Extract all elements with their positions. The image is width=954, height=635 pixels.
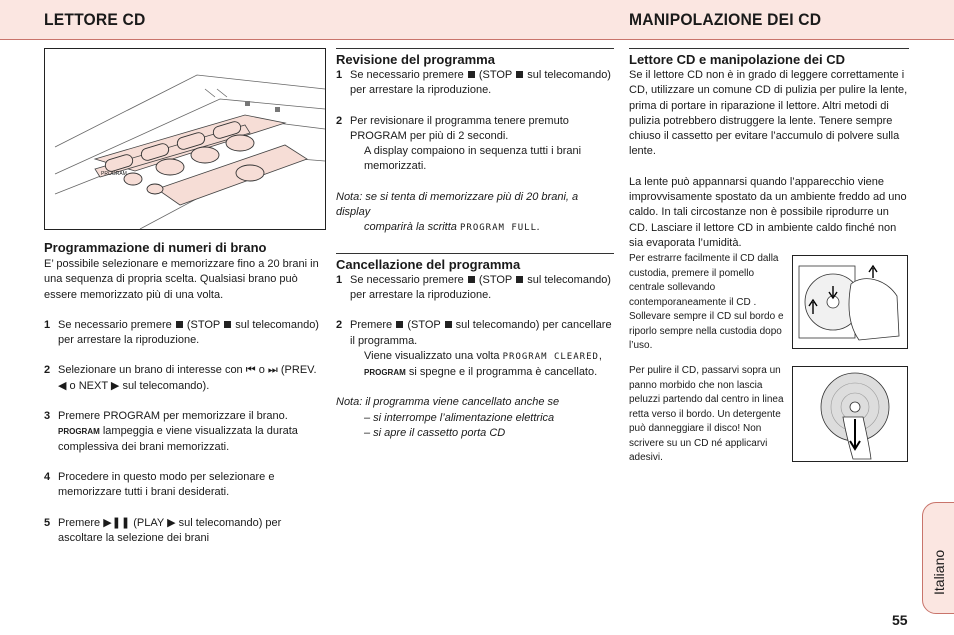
clean-cd-illustration — [792, 366, 908, 462]
left-column — [44, 240, 324, 546]
prev-icon: ⏮ — [245, 364, 256, 377]
stop-icon — [176, 321, 183, 328]
cd-player-illustration — [44, 48, 326, 230]
intro-paragraph: E’ possibile selezionare e memorizzare fino a 20 brani in una sequenza di propria scelta. Qualsiasi brano può essere memorizzato più di una volta. — [44, 258, 319, 301]
stop-icon — [516, 71, 523, 78]
stop-icon — [445, 321, 452, 328]
note-full: Nota: se si tenta di memorizzare più di 20 brani, a display comparirà la scritta PROGRAM FULL. — [336, 190, 579, 234]
play-icon: ▶ — [167, 516, 176, 529]
paragraph-condensation: La lente può appannarsi quando l’apparecchio viene improvvisamente spostato da un ambiente freddo ad uno caldo. In tali circostanze non è possibile riprodurre un CD. Lasciare il lettore CD in ambiente caldo finché non sia evaporata l’umidità. — [629, 175, 907, 249]
prev-arrow-icon: ◀ — [58, 379, 67, 392]
list-item: 4 Procedere in questo modo per selezionare e memorizzare tutti i brani desiderati. — [44, 470, 275, 499]
right-column — [629, 48, 909, 251]
list-item: 5 Premere ▶❚❚ (PLAY ▶ sul telecomando) per ascoltare la selezione dei brani — [44, 516, 282, 544]
stop-icon — [516, 276, 523, 283]
caption-clean-cd: Per pulire il CD, passarvi sopra un panno morbido che non lascia peluzzi partendo dal centro in linea retta verso il bordo. Un detergente può danneggiare il disco! Non scrivere su un CD né applicarvi adesivi. — [629, 365, 784, 463]
list-item: 2 Premere (STOP sul telecomando) per cancellare il programma. Viene visualizzato una volta PROGRAM CLEARED, PROGRAM si spegne e il programma è cancellato. — [336, 319, 612, 379]
list-item: 1 Se necessario premere (STOP sul telecomando) per arrestare la riproduzione. — [44, 318, 319, 347]
cd-player-drawing — [45, 49, 325, 229]
stop-icon — [224, 321, 231, 328]
list-item: 1 Se necessario premere (STOP sul telecomando) per arrestare la riproduzione. — [336, 273, 611, 301]
right-page-title: MANIPOLAZIONE DEI CD — [629, 10, 822, 29]
section-title-programming: Programmazione di numeri di brano — [44, 240, 267, 255]
program-label: PROGRAM — [101, 171, 127, 177]
left-page-title: LETTORE CD — [44, 10, 146, 29]
section-title-cancel: Cancellazione del programma — [336, 253, 614, 273]
page-number: 55 — [892, 612, 908, 628]
list-item: 3 Premere PROGRAM per memorizzare il brano. PROGRAM lampeggia e viene visualizzata la durata complessiva dei brani memorizzati. — [44, 410, 298, 453]
play-pause-icon: ▶❚❚ — [103, 516, 131, 529]
remove-cd-illustration — [792, 255, 908, 349]
list-item: 2 Per revisionare il programma tenere premuto PROGRAM per più di 2 secondi. A display compaiono in sequenza tutti i brani memorizzati. — [336, 114, 582, 173]
note-cancel-item: – si apre il cassetto porta CD — [364, 427, 506, 440]
list-item: 1 Se necessario premere (STOP sul telecomando) per arrestare la riproduzione. — [336, 69, 611, 97]
middle-column — [336, 48, 614, 441]
section-title-review: Revisione del programma — [336, 48, 614, 68]
paragraph-cleaning: Se il lettore CD non è in grado di leggere correttamente i CD, utilizzare un comune CD di pulizia per pulire la lente, prima di portare in riparazione il lettore. Altri metodi di pulizia potrebbero distruggere la lente. Tenere sempre chiuso il cassetto per evitare l’accumulo di polvere sulla lente. — [629, 69, 908, 158]
list-item: 2 Selezionare un brano di interesse con ⏮ o ⏭ (PREV. ◀ o NEXT ▶ sul telecomando). — [44, 364, 317, 392]
note-cancel: Nota: il programma viene cancellato anche se — [336, 396, 560, 409]
next-arrow-icon: ▶ — [110, 379, 120, 392]
section-title-handling: Lettore CD e manipolazione dei CD — [629, 48, 909, 68]
stop-icon — [468, 276, 475, 283]
stop-icon — [468, 71, 475, 78]
note-cancel-item: – si interrompe l’alimentazione elettrica — [364, 411, 555, 424]
language-tab: Italiano — [922, 502, 954, 614]
next-icon: ⏭ — [267, 364, 278, 377]
stop-icon — [396, 321, 403, 328]
caption-remove-cd: Per estrarre facilmente il CD dalla custodia, premere il pomello centrale sollevando contemporaneamente il CD . Sollevare sempre il CD sul bordo e riporlo sempre nella custodia dopo l’uso. — [629, 253, 784, 351]
